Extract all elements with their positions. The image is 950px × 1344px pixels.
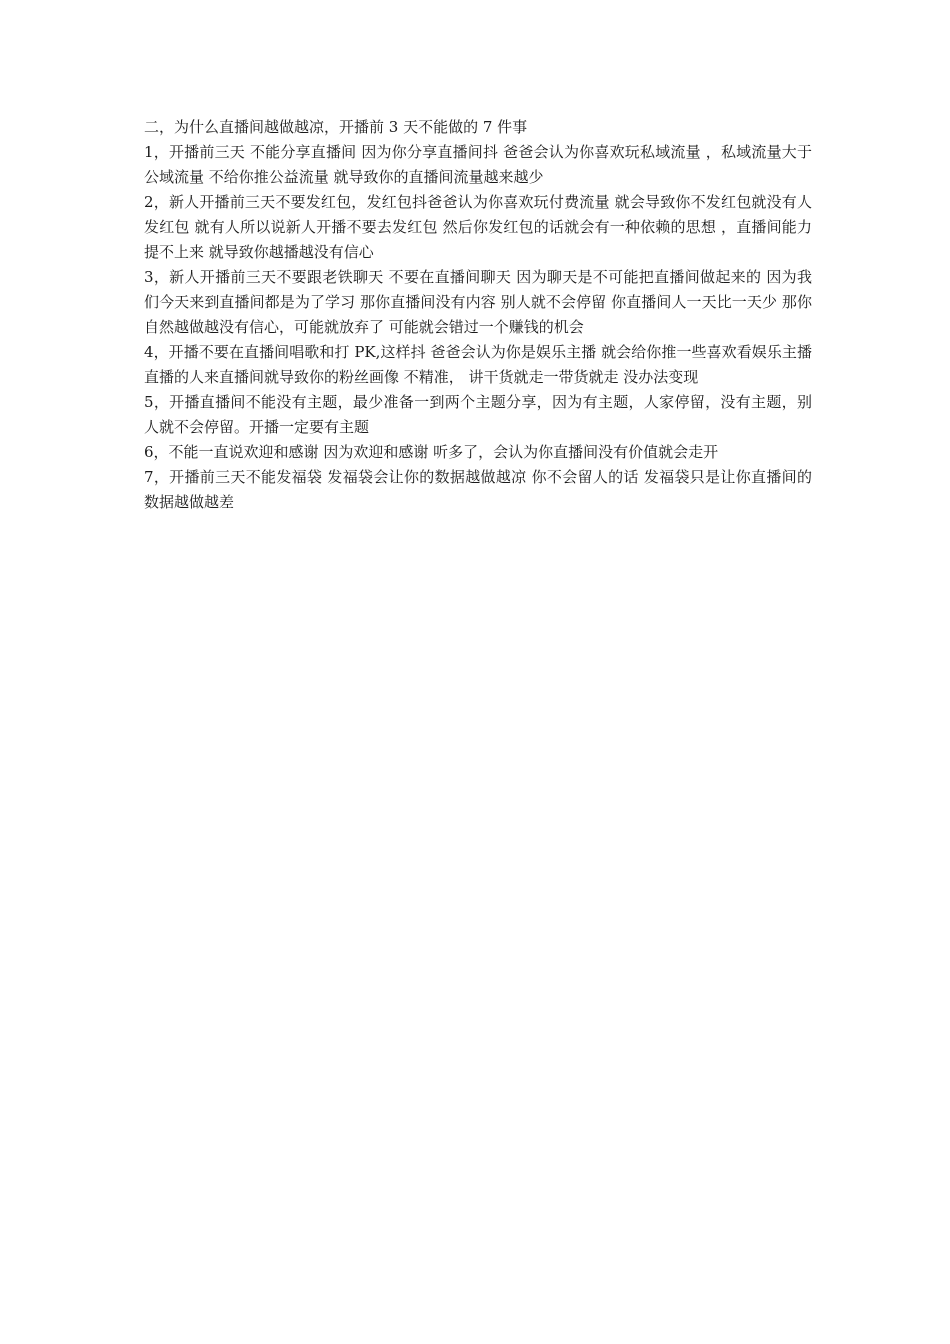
- list-item: 7，开播前三天不能发福袋 发福袋会让你的数据越做越凉 你不会留人的话 发福袋只是让你直播间的数据越做越差: [144, 468, 812, 511]
- list-item: 6，不能一直说欢迎和感谢 因为欢迎和感谢 听多了，会认为你直播间没有价值就会走开: [144, 443, 719, 461]
- list-item: 1，开播前三天 不能分享直播间 因为你分享直播间抖 爸爸会认为你喜欢玩私域流量 ，私域流量大于公域流量 不给你推公益流量 就导致你的直播间流量越来越少: [144, 143, 812, 186]
- document-heading: 二，为什么直播间越做越凉，开播前 3 天不能做的 7 件事: [144, 118, 528, 136]
- document-body: [144, 115, 812, 515]
- list-item: 2，新人开播前三天不要发红包，发红包抖爸爸认为你喜欢玩付费流量 就会导致你不发红包就没有人发红包 就有人所以说新人开播不要去发红包 然后你发红包的话就会有一种依赖的思想 ，直播间能力提不上来 就导致你越播越没有信心: [144, 193, 812, 261]
- list-item: 3，新人开播前三天不要跟老铁聊天 不要在直播间聊天 因为聊天是不可能把直播间做起来的 因为我们今天来到直播间都是为了学习 那你直播间没有内容 别人就不会停留 你直播间人一天比一天少 那你自然越做越没有信心，可能就放弃了 可能就会错过一个赚钱的机会: [144, 268, 812, 336]
- list-item: 5，开播直播间不能没有主题，最少准备一到两个主题分享，因为有主题，人家停留，没有主题，别人就不会停留。开播一定要有主题: [144, 393, 812, 436]
- list-item: 4，开播不要在直播间唱歌和打 PK,这样抖 爸爸会认为你是娱乐主播 就会给你推一些喜欢看娱乐主播直播的人来直播间就导致你的粉丝画像 不精准， 讲干货就走一带货就走 没办法变现: [144, 343, 812, 386]
